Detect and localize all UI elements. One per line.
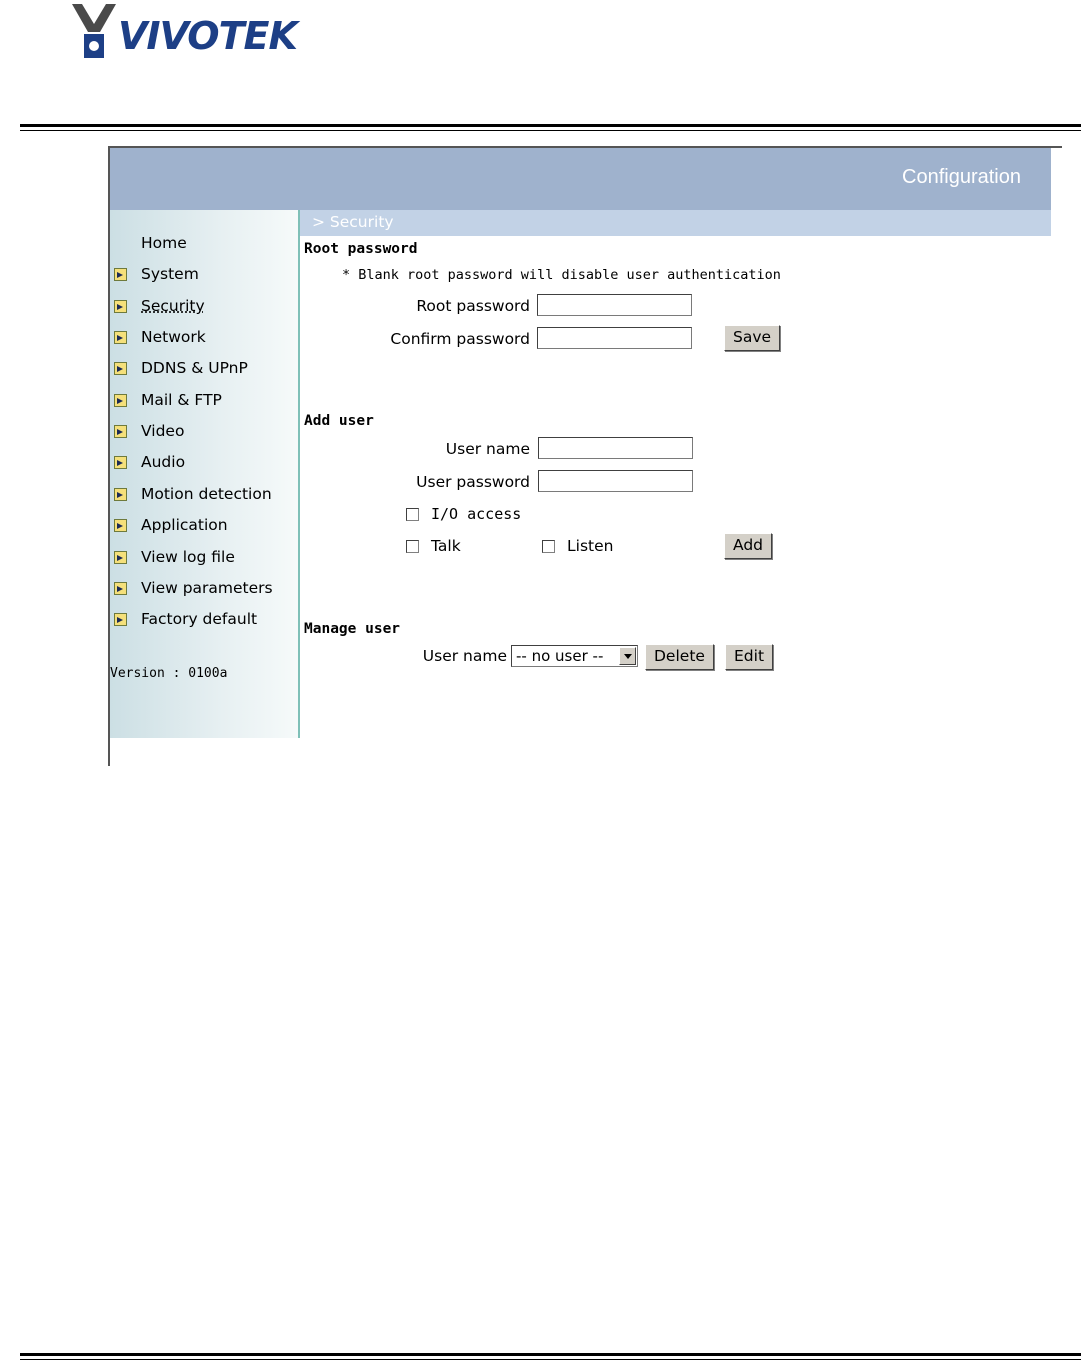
confirm-password-label: Confirm password [390, 330, 530, 348]
listen-label: Listen [567, 537, 614, 555]
sidebar-item-label: View log file [141, 548, 235, 566]
arrow-bullet-icon [114, 488, 127, 501]
sidebar-item-label: Application [141, 516, 228, 534]
user-select-dropdown[interactable] [511, 645, 638, 667]
sidebar-item-label: Video [141, 422, 185, 440]
arrow-bullet-icon [114, 300, 127, 313]
checkbox-box[interactable] [406, 508, 419, 521]
vivotek-logo [70, 0, 340, 62]
arrow-bullet-icon [114, 582, 127, 595]
page-title: Configuration [902, 166, 1021, 188]
root-password-note: * Blank root password will disable user authentication [342, 267, 781, 283]
arrow-bullet-icon [114, 613, 127, 626]
add-user-button[interactable]: Add [724, 533, 772, 559]
sidebar-item-view-log-file[interactable] [114, 546, 235, 568]
dropdown-arrow-icon[interactable] [619, 647, 636, 665]
add-user-password-label: User password [416, 473, 530, 491]
sidebar-item-home[interactable] [114, 232, 187, 254]
arrow-bullet-icon [114, 268, 127, 281]
sidebar-item-network[interactable] [114, 326, 206, 348]
breadcrumb: > Security [312, 213, 394, 231]
sidebar-item-video[interactable] [114, 420, 184, 442]
firmware-version: Version : 0100a [110, 666, 228, 681]
sidebar-item-label: Factory default [141, 610, 258, 628]
delete-user-button[interactable]: Delete [645, 644, 714, 670]
add-user-password-field[interactable] [538, 470, 693, 492]
add-username-label: User name [445, 440, 530, 458]
sidebar-item-label: Audio [141, 453, 186, 471]
root-password-label: Root password [416, 297, 530, 315]
sidebar-item-label: View parameters [141, 579, 273, 597]
root-password-heading: Root password [304, 241, 418, 257]
talk-checkbox[interactable] [406, 537, 461, 555]
blank-icon [114, 237, 127, 250]
arrow-bullet-icon [114, 519, 127, 532]
arrow-bullet-icon [114, 394, 127, 407]
sidebar-item-label: System [141, 265, 199, 283]
arrow-bullet-icon [114, 425, 127, 438]
root-password-field[interactable] [537, 294, 692, 316]
sidebar-item-view-parameters[interactable] [114, 577, 273, 599]
arrow-bullet-icon [114, 456, 127, 469]
sidebar-item-security[interactable] [114, 295, 205, 317]
sidebar-item-application[interactable] [114, 514, 228, 536]
sidebar-item-label: Motion detection [141, 485, 272, 503]
arrow-bullet-icon [114, 362, 127, 375]
sidebar-item-factory-default[interactable] [114, 608, 257, 630]
checkbox-box[interactable] [542, 540, 555, 553]
add-username-field[interactable] [538, 437, 693, 459]
edit-user-button[interactable]: Edit [725, 644, 773, 670]
listen-checkbox[interactable] [542, 537, 613, 555]
config-banner [110, 148, 1051, 210]
selected-user: -- no user -- [516, 647, 604, 665]
sidebar [110, 210, 298, 738]
sidebar-item-label: DDNS & UPnP [141, 359, 248, 377]
logo-text: VIVOTEK [118, 14, 297, 58]
sidebar-item-label: Security [141, 297, 205, 315]
arrow-bullet-icon [114, 331, 127, 344]
talk-label: Talk [431, 537, 461, 555]
manage-user-heading: Manage user [304, 621, 401, 637]
sidebar-item-label: Home [141, 234, 187, 252]
sidebar-item-motion-detection[interactable] [114, 483, 272, 505]
sidebar-item-ddns-upnp[interactable] [114, 357, 248, 379]
logo-mark-icon [70, 0, 120, 60]
sidebar-item-audio[interactable] [114, 451, 185, 473]
top-divider [20, 124, 1081, 131]
checkbox-box[interactable] [406, 540, 419, 553]
io-access-checkbox[interactable] [406, 505, 521, 523]
sidebar-item-mail-ftp[interactable] [114, 389, 222, 411]
sidebar-item-label: Mail & FTP [141, 391, 222, 409]
confirm-password-field[interactable] [537, 327, 692, 349]
sidebar-item-label: Network [141, 328, 206, 346]
arrow-bullet-icon [114, 551, 127, 564]
io-access-label: I/O access [431, 505, 522, 523]
add-user-heading: Add user [304, 413, 374, 429]
breadcrumb-bar [300, 210, 1051, 236]
manage-username-label: User name [422, 647, 507, 665]
sidebar-divider [298, 210, 300, 738]
sidebar-item-system[interactable] [114, 263, 199, 285]
save-button[interactable]: Save [724, 325, 780, 351]
bottom-divider [20, 1353, 1081, 1360]
